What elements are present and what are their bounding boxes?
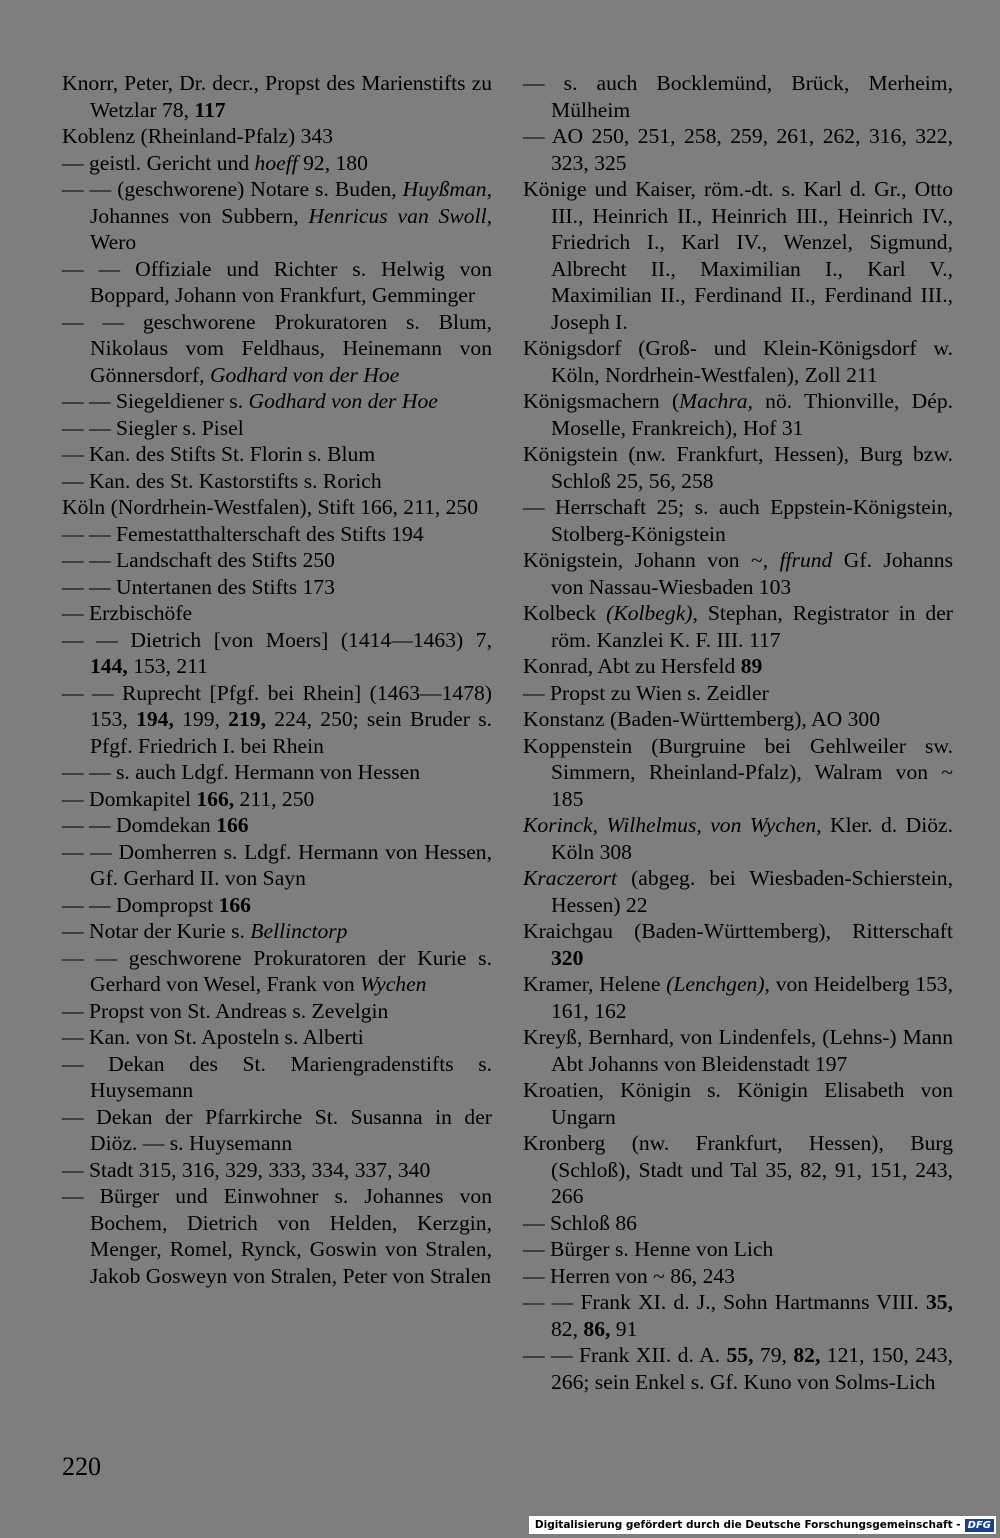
entry-text: — Notar der Kurie s.	[62, 919, 251, 943]
entry-text: hoeff	[254, 150, 298, 175]
index-entry	[62, 627, 492, 680]
entry-text: Königstein, Johann von ~,	[523, 548, 780, 572]
index-entry	[523, 733, 953, 813]
entry-text: 86,	[583, 1316, 611, 1341]
entry-text: nö. Thionville, Dép. Moselle, Frankreich), Hof 31	[551, 389, 954, 440]
index-entry	[523, 918, 953, 971]
entry-text: Korinck, Wilhelmus, von Wychen,	[523, 813, 822, 837]
entry-text: — — Frank XI. d. J., Sohn Hartmanns VIII.	[523, 1290, 926, 1314]
entry-text: — Herrschaft 25; s. auch Eppstein-Königstein, Stolberg-Königstein	[523, 495, 953, 546]
entry-text: Könige und Kaiser, röm.-dt. s. Karl d. Gr., Otto III., Heinrich II., Heinrich III., Heinrich IV., Friedrich I., Karl IV., Wenzel, Sigmund, Albrecht II., Maximilian I., Karl V., Maximilian II., Ferdinand II., Ferdinand III., Joseph I.	[523, 177, 953, 334]
index-entry	[62, 309, 492, 389]
index-entry	[523, 547, 953, 600]
index-entry	[523, 971, 953, 1024]
index-entry	[523, 865, 953, 918]
index-entry	[62, 892, 492, 919]
footer-text: Digitalisierung gefördert durch die Deutsche Forschungsgemeinschaft -	[534, 1519, 961, 1531]
index-entry	[523, 176, 953, 335]
entry-text: — geistl. Gericht und	[62, 150, 255, 175]
index-entry	[62, 1104, 492, 1157]
entry-text: — — Domherren s. Ldgf. Hermann von Hessen, Gf. Gerhard II. von Sayn	[62, 839, 492, 890]
entry-text: Gf. Johanns von Nassau-Wiesbaden 103	[551, 548, 953, 599]
entry-text: — — Landschaft des Stifts 250	[62, 548, 335, 572]
entry-text: Kolbeck	[523, 601, 607, 625]
entry-text: Johannes von Subbern,	[90, 203, 309, 228]
entry-text: Kler. d. Diöz. Köln 308	[551, 813, 953, 864]
entry-text: — — Dietrich [von Moers] (1414—1463) 7,	[62, 627, 492, 652]
entry-text: Wero	[90, 230, 137, 254]
entry-text: — — s. auch Ldgf. Hermann von Hessen	[62, 760, 421, 784]
entry-text: — — Ruprecht [Pfgf. bei Rhein] (1463—1478) 153,	[62, 680, 492, 731]
entry-text: 91	[610, 1316, 638, 1341]
index-entry	[62, 812, 492, 839]
entry-text: 82,	[551, 1316, 584, 1341]
entry-text: — — Domdekan	[62, 813, 217, 837]
page-number: 220	[62, 1452, 101, 1481]
entry-text: ffrund	[779, 548, 833, 572]
index-entry	[62, 1183, 492, 1289]
entry-text: — — geschworene Prokuratoren s. Blum, Nikolaus vom Feldhaus, Heinemann von Gönnersdorf,	[62, 309, 492, 387]
entry-text: Knorr, Peter, Dr. decr., Propst des Marienstifts zu Wetzlar 78,	[62, 71, 492, 122]
entry-text: Königsdorf (Groß- und Klein-Königsdorf w. Köln, Nordrhein-Westfalen), Zoll 211	[523, 336, 953, 387]
entry-text: Konstanz (Baden-Württemberg), AO 300	[523, 707, 881, 731]
index-entry	[523, 70, 953, 123]
index-entry	[62, 547, 492, 574]
entry-text: — — Untertanen des Stifts 173	[62, 574, 335, 599]
index-entry	[62, 1024, 492, 1051]
entry-text: — Bürger s. Henne von Lich	[523, 1237, 774, 1261]
index-entry	[523, 441, 953, 494]
entry-text: Henricus van Swoll,	[308, 203, 492, 228]
entry-text: (Kolbegk),	[606, 601, 698, 625]
entry-text: Königsmachern (	[523, 389, 680, 413]
index-entry	[62, 70, 492, 123]
entry-text: 166	[218, 892, 251, 917]
entry-text: Kraichgau (Baden-Württemberg), Ritterschaft	[523, 919, 953, 943]
entry-text: — — Siegeldiener s.	[62, 389, 249, 413]
entry-text: Königstein (nw. Frankfurt, Hessen), Burg bzw. Schloß 25, 56, 258	[523, 442, 953, 493]
index-entry	[62, 123, 492, 150]
entry-text: 166	[216, 813, 249, 837]
entry-text: — s. auch Bocklemünd, Brück, Merheim, Mülheim	[523, 71, 953, 122]
entry-text: — — Offiziale und Richter s. Helwig von Boppard, Johann von Frankfurt, Gemminger	[62, 256, 492, 307]
entry-text: — Kan. des Stifts St. Florin s. Blum	[62, 442, 376, 466]
entry-text: 144,	[90, 654, 128, 678]
entry-text: 320	[551, 945, 584, 970]
entry-text: 117	[194, 97, 226, 122]
entry-text: — Propst von St. Andreas s. Zevelgin	[62, 998, 389, 1023]
entry-text: 79,	[753, 1343, 794, 1367]
index-entry	[523, 1263, 953, 1290]
index-entry	[62, 1051, 492, 1104]
entry-text: 121, 150, 243, 266; sein Enkel s. Gf. Kuno von Solms-Lich	[551, 1343, 954, 1394]
index-entry	[523, 335, 953, 388]
index-entry	[523, 1342, 953, 1395]
entry-text: Kronberg (nw. Frankfurt, Hessen), Burg (Schloß), Stadt und Tal 35, 82, 91, 151, 243, 266	[523, 1131, 953, 1208]
index-entry	[62, 945, 492, 998]
entry-text: von Heidelberg 153, 161, 162	[551, 972, 953, 1023]
entry-text: Konrad, Abt zu Hersfeld	[523, 654, 741, 678]
index-entry	[62, 441, 492, 468]
entry-text: Koppenstein (Burgruine bei Gehlweiler sw. Simmern, Rheinland-Pfalz), Walram von ~ 185	[523, 733, 953, 811]
entry-text: Bellinctorp	[250, 919, 348, 943]
entry-text: Köln (Nordrhein-Westfalen), Stift 166, 211, 250	[62, 495, 479, 519]
index-entry	[523, 1024, 953, 1077]
index-entry	[62, 759, 492, 786]
entry-text: 92, 180	[297, 150, 368, 175]
entry-text: 194,	[136, 707, 174, 731]
entry-text: — — Siegler s. Pisel	[62, 415, 244, 440]
index-entry	[62, 494, 492, 521]
index-entry	[523, 600, 953, 653]
index-entry	[523, 653, 953, 680]
index-entry	[62, 574, 492, 601]
entry-text: 224, 250; sein Bruder s. Pfgf. Friedrich I. bei Rhein	[90, 707, 492, 758]
index-entry	[523, 494, 953, 547]
index-entry	[62, 839, 492, 892]
index-entry	[523, 123, 953, 176]
index-entry	[62, 1157, 492, 1184]
entry-text: — Propst zu Wien s. Zeidler	[523, 680, 769, 705]
entry-text: 82,	[793, 1343, 821, 1367]
entry-text: Stephan, Registrator in der röm. Kanzlei K. F. III. 117	[551, 601, 953, 652]
entry-text: — Erzbischöfe	[62, 601, 193, 625]
entry-text: — Kan. des St. Kastorstifts s. Rorich	[62, 468, 382, 493]
index-entry	[523, 1289, 953, 1342]
index-entry	[523, 1236, 953, 1263]
entry-text: 153, 211	[127, 654, 208, 678]
entry-text: Kramer, Helene	[523, 972, 667, 996]
entry-text: 211, 250	[234, 786, 315, 811]
entry-text: — — (geschworene) Notare s. Buden,	[62, 177, 403, 201]
index-entry	[523, 680, 953, 707]
entry-text: — — Femestatthalterschaft des Stifts 194	[62, 521, 424, 546]
entry-text: — Dekan des St. Mariengradenstifts s. Huysemann	[62, 1051, 492, 1102]
entry-text: 89	[740, 654, 763, 678]
entry-text: — Domkapitel	[62, 786, 197, 811]
digitization-footer	[529, 1516, 996, 1534]
entry-text: — — Dompropst	[62, 892, 219, 917]
index-entry	[62, 998, 492, 1025]
index-entry	[62, 521, 492, 548]
entry-text: — — geschworene Prokuratoren der Kurie s. Gerhard von Wesel, Frank von	[62, 945, 492, 996]
index-entry	[62, 256, 492, 309]
entry-text: Kreyß, Bernhard, von Lindenfels, (Lehns-) Mann Abt Johanns von Bleidenstadt 197	[523, 1025, 953, 1076]
index-entry	[523, 706, 953, 733]
index-entry	[62, 918, 492, 945]
index-entry	[62, 388, 492, 415]
entry-text: (abgeg. bei Wiesbaden-Schierstein, Hessen) 22	[551, 866, 953, 917]
entry-text: — — Frank XII. d. A.	[523, 1343, 727, 1367]
entry-text: Huyßman,	[402, 177, 492, 201]
entry-text: — Stadt 315, 316, 329, 333, 334, 337, 340	[62, 1157, 431, 1182]
dfg-logo: DFG	[965, 1519, 994, 1532]
index-entry	[62, 600, 492, 627]
index-entry	[62, 415, 492, 442]
entry-text: 199,	[173, 707, 229, 731]
index-entry	[62, 680, 492, 760]
index-entry	[523, 1077, 953, 1130]
index-entry	[62, 468, 492, 495]
index-column-right	[523, 70, 953, 1395]
entry-text: Kroatien, Königin s. Königin Elisabeth von Ungarn	[523, 1078, 953, 1129]
index-column-left	[62, 70, 492, 1289]
entry-text: Godhard von der Hoe	[209, 362, 400, 387]
index-entry	[62, 150, 492, 177]
index-entry	[523, 1210, 953, 1237]
entry-text: — AO 250, 251, 258, 259, 261, 262, 316, 322, 323, 325	[523, 124, 953, 175]
entry-text: Wychen	[360, 972, 427, 996]
entry-text: — Dekan der Pfarrkirche St. Susanna in der Diöz. — s. Huysemann	[62, 1104, 492, 1155]
index-entry	[523, 1130, 953, 1210]
entry-text: — Kan. von St. Aposteln s. Alberti	[62, 1025, 364, 1049]
entry-text: (Lenchgen),	[666, 972, 770, 996]
entry-text: — Bürger und Einwohner s. Johannes von Bochem, Dietrich von Helden, Kerzgin, Menger, Romel, Rynck, Goswin von Stralen, Jakob Gosweyn von Stralen, Peter von Stralen	[62, 1184, 492, 1288]
index-entry	[523, 812, 953, 865]
entry-text: 35,	[926, 1290, 953, 1314]
entry-text: Kraczerort	[523, 866, 617, 890]
entry-text: Koblenz (Rheinland-Pfalz) 343	[62, 124, 334, 148]
entry-text: Godhard von der Hoe	[248, 389, 438, 413]
entry-text: 55,	[726, 1343, 754, 1367]
index-entry	[62, 786, 492, 813]
entry-text: 166,	[196, 786, 235, 811]
index-entry	[62, 176, 492, 256]
entry-text: — Herren von ~ 86, 243	[523, 1263, 735, 1288]
entry-text: — Schloß 86	[523, 1210, 637, 1235]
entry-text: 219,	[228, 707, 266, 731]
entry-text: Machra,	[679, 389, 753, 413]
index-entry	[523, 388, 953, 441]
